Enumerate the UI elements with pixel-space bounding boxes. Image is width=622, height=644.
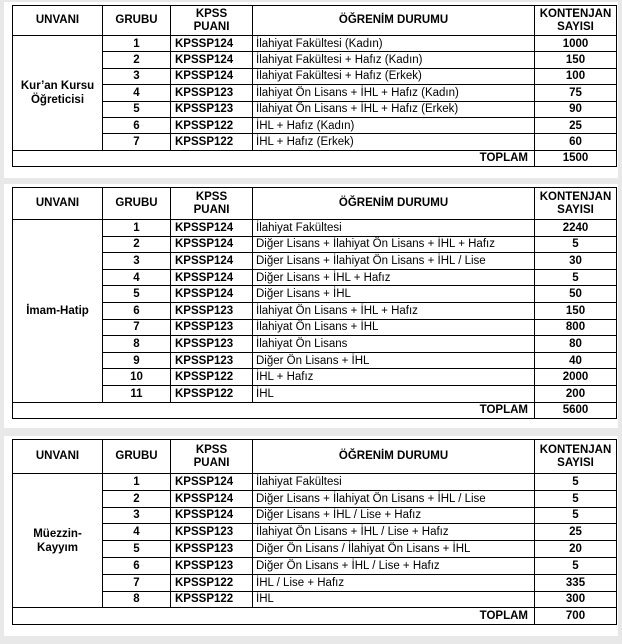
ogrenim-cell: İlahiyat Ön Lisans: [253, 336, 535, 353]
kpss-cell: KPSSP124: [171, 68, 253, 84]
header-kpss: [171, 188, 253, 220]
table-row: [13, 524, 617, 541]
ogrenim-cell: İHL + Hafız (Kadın): [253, 117, 535, 133]
kpss-cell: KPSSP124: [171, 36, 253, 52]
toplam-label: TOPLAM: [13, 150, 535, 166]
kpss-cell: KPSSP123: [171, 541, 253, 558]
header-kpss-line1: KPSS: [195, 7, 228, 20]
grup-cell: 10: [103, 369, 171, 386]
ogrenim-cell: Diğer Lisans + İHL: [253, 286, 535, 303]
ogrenim-cell: Diğer Lisans + İHL / Lise + Hafız: [253, 507, 535, 524]
table-row: [13, 557, 617, 574]
table-row: [13, 220, 617, 237]
grup-cell: 7: [103, 319, 171, 336]
kpss-cell: KPSSP123: [171, 101, 253, 117]
kpss-cell: KPSSP122: [171, 574, 253, 591]
ogrenim-cell: İlahiyat Fakültesi + Hafız (Kadın): [253, 52, 535, 68]
header-kontenjan-line1: KONTENJAN: [539, 7, 612, 20]
header-kontenjan: [535, 188, 617, 220]
table-row: [13, 302, 617, 319]
ogrenim-cell: Diğer Lisans + İHL + Hafız: [253, 269, 535, 286]
kpss-cell: KPSSP123: [171, 524, 253, 541]
kpss-cell: KPSSP122: [171, 134, 253, 150]
kpss-cell: KPSSP123: [171, 352, 253, 369]
ogrenim-cell: Diğer Ön Lisans + İHL: [253, 352, 535, 369]
header-row: [13, 188, 617, 220]
toplam-row: [13, 150, 617, 166]
muezzin-kayyim-table: [12, 439, 617, 625]
table-row: [13, 36, 617, 52]
header-kontenjan: [535, 6, 617, 36]
header-unvan: UNVANI: [13, 188, 103, 220]
grup-cell: 1: [103, 36, 171, 52]
kontenjan-cell: 75: [535, 85, 617, 101]
grup-cell: 7: [103, 574, 171, 591]
grup-cell: 3: [103, 68, 171, 84]
unvan-line2: Öğreticisi: [30, 93, 85, 106]
kuran-kursu-panel: [4, 2, 618, 178]
table-row: [13, 52, 617, 68]
ogrenim-cell: İlahiyat Ön Lisans + İHL + Hafız: [253, 302, 535, 319]
ogrenim-cell: Diğer Lisans + İlahiyat Ön Lisans + İHL / Lise: [253, 490, 535, 507]
grup-cell: 4: [103, 85, 171, 101]
kontenjan-cell: 2240: [535, 220, 617, 237]
kontenjan-cell: 30: [535, 253, 617, 270]
ogrenim-cell: İHL + Hafız (Erkek): [253, 134, 535, 150]
kontenjan-cell: 20: [535, 541, 617, 558]
ogrenim-cell: İHL + Hafız: [253, 369, 535, 386]
header-kontenjan-line2: SAYISI: [557, 456, 594, 469]
grup-cell: 8: [103, 591, 171, 608]
grup-cell: 11: [103, 385, 171, 402]
table-row: [13, 286, 617, 303]
grup-cell: 2: [103, 490, 171, 507]
unvan-cell: [13, 36, 103, 151]
header-ogrenim: ÖĞRENİM DURUMU: [253, 6, 535, 36]
header-kpss-line1: KPSS: [195, 443, 228, 456]
header-grubu: GRUBU: [103, 440, 171, 474]
imam-hatip-panel: [4, 184, 618, 428]
kpss-cell: KPSSP124: [171, 236, 253, 253]
table-row: [13, 541, 617, 558]
table-row: [13, 134, 617, 150]
kpss-cell: KPSSP123: [171, 319, 253, 336]
ogrenim-cell: Diğer Lisans + İlahiyat Ön Lisans + İHL / Lise: [253, 253, 535, 270]
table-row: [13, 352, 617, 369]
kpss-cell: KPSSP123: [171, 336, 253, 353]
ogrenim-cell: İlahiyat Fakültesi (Kadın): [253, 36, 535, 52]
grup-cell: 4: [103, 269, 171, 286]
grup-cell: 9: [103, 352, 171, 369]
ogrenim-cell: İHL / Lise + Hafız: [253, 574, 535, 591]
unvan-cell: [13, 474, 103, 608]
muezzin-kayyim-panel: [4, 436, 618, 636]
kontenjan-cell: 40: [535, 352, 617, 369]
kontenjan-cell: 25: [535, 524, 617, 541]
header-kpss-line1: KPSS: [195, 190, 228, 203]
kontenjan-cell: 300: [535, 591, 617, 608]
header-kontenjan-line2: SAYISI: [557, 203, 594, 216]
ogrenim-cell: Diğer Ön Lisans / İlahiyat Ön Lisans + İHL: [253, 541, 535, 558]
kpss-cell: KPSSP123: [171, 557, 253, 574]
kontenjan-cell: 100: [535, 68, 617, 84]
table-row: [13, 253, 617, 270]
kontenjan-cell: 25: [535, 117, 617, 133]
kpss-cell: KPSSP122: [171, 385, 253, 402]
kontenjan-cell: 5: [535, 269, 617, 286]
grup-cell: 2: [103, 236, 171, 253]
kontenjan-cell: 200: [535, 385, 617, 402]
table-row: [13, 474, 617, 491]
header-kpss-line2: PUANI: [193, 20, 230, 33]
kpss-cell: KPSSP122: [171, 369, 253, 386]
unvan-line1: Müezzin-: [33, 527, 82, 540]
ogrenim-cell: İHL: [253, 591, 535, 608]
kontenjan-cell: 5: [535, 474, 617, 491]
header-kpss-line2: PUANI: [193, 203, 230, 216]
kontenjan-cell: 5: [535, 557, 617, 574]
ogrenim-cell: İlahiyat Ön Lisans + İHL: [253, 319, 535, 336]
kontenjan-cell: 60: [535, 134, 617, 150]
header-row: [13, 6, 617, 36]
kpss-cell: KPSSP124: [171, 490, 253, 507]
grup-cell: 2: [103, 52, 171, 68]
toplam-label: TOPLAM: [13, 608, 535, 625]
kontenjan-cell: 90: [535, 101, 617, 117]
header-ogrenim: ÖĞRENİM DURUMU: [253, 188, 535, 220]
unvan-line1: Kur’an Kursu: [20, 79, 95, 92]
kontenjan-cell: 1000: [535, 36, 617, 52]
header-kontenjan-line2: SAYISI: [557, 20, 594, 33]
kpss-cell: KPSSP122: [171, 591, 253, 608]
toplam-value: 5600: [535, 402, 617, 419]
ogrenim-cell: İlahiyat Ön Lisans + İHL + Hafız (Erkek): [253, 101, 535, 117]
table-row: [13, 117, 617, 133]
table-row: [13, 385, 617, 402]
grup-cell: 3: [103, 507, 171, 524]
grup-cell: 6: [103, 117, 171, 133]
toplam-row: [13, 402, 617, 419]
toplam-value: 1500: [535, 150, 617, 166]
kpss-cell: KPSSP124: [171, 474, 253, 491]
kpss-cell: KPSSP124: [171, 269, 253, 286]
grup-cell: 7: [103, 134, 171, 150]
ogrenim-cell: İHL: [253, 385, 535, 402]
toplam-label: TOPLAM: [13, 402, 535, 419]
ogrenim-cell: İlahiyat Ön Lisans + İHL + Hafız (Kadın): [253, 85, 535, 101]
header-kpss: [171, 440, 253, 474]
kontenjan-cell: 150: [535, 52, 617, 68]
grup-cell: 3: [103, 253, 171, 270]
ogrenim-cell: İlahiyat Fakültesi: [253, 474, 535, 491]
toplam-row: [13, 608, 617, 625]
table-row: [13, 591, 617, 608]
grup-cell: 1: [103, 220, 171, 237]
header-unvan: UNVANI: [13, 6, 103, 36]
header-unvan: UNVANI: [13, 440, 103, 474]
header-kontenjan-line1: KONTENJAN: [539, 190, 612, 203]
ogrenim-cell: Diğer Ön Lisans + İHL / Lise + Hafız: [253, 557, 535, 574]
table-row: [13, 68, 617, 84]
grup-cell: 4: [103, 524, 171, 541]
header-row: [13, 440, 617, 474]
kontenjan-cell: 80: [535, 336, 617, 353]
unvan-cell: [13, 220, 103, 403]
grup-cell: 1: [103, 474, 171, 491]
kpss-cell: KPSSP124: [171, 507, 253, 524]
kontenjan-cell: 5: [535, 236, 617, 253]
toplam-value: 700: [535, 608, 617, 625]
table-row: [13, 369, 617, 386]
ogrenim-cell: İlahiyat Fakültesi + Hafız (Erkek): [253, 68, 535, 84]
kpss-cell: KPSSP123: [171, 85, 253, 101]
kontenjan-cell: 2000: [535, 369, 617, 386]
kpss-cell: KPSSP123: [171, 302, 253, 319]
kpss-cell: KPSSP124: [171, 253, 253, 270]
table-row: [13, 574, 617, 591]
grup-cell: 5: [103, 286, 171, 303]
kpss-cell: KPSSP124: [171, 220, 253, 237]
kontenjan-cell: 5: [535, 507, 617, 524]
grup-cell: 5: [103, 101, 171, 117]
table-row: [13, 101, 617, 117]
kuran-kursu-table: [12, 5, 617, 167]
kontenjan-cell: 50: [535, 286, 617, 303]
table-row: [13, 336, 617, 353]
imam-hatip-table: [12, 187, 617, 419]
ogrenim-cell: İlahiyat Fakültesi: [253, 220, 535, 237]
unvan-line1: İmam-Hatip: [26, 304, 89, 317]
header-kpss: [171, 6, 253, 36]
header-grubu: GRUBU: [103, 6, 171, 36]
table-row: [13, 85, 617, 101]
kontenjan-cell: 335: [535, 574, 617, 591]
kontenjan-cell: 150: [535, 302, 617, 319]
header-grubu: GRUBU: [103, 188, 171, 220]
kontenjan-cell: 800: [535, 319, 617, 336]
kpss-cell: KPSSP124: [171, 52, 253, 68]
table-row: [13, 319, 617, 336]
header-ogrenim: ÖĞRENİM DURUMU: [253, 440, 535, 474]
kontenjan-cell: 5: [535, 490, 617, 507]
table-row: [13, 507, 617, 524]
ogrenim-cell: Diğer Lisans + İlahiyat Ön Lisans + İHL + Hafız: [253, 236, 535, 253]
header-kontenjan: [535, 440, 617, 474]
table-row: [13, 490, 617, 507]
grup-cell: 6: [103, 557, 171, 574]
grup-cell: 5: [103, 541, 171, 558]
ogrenim-cell: İlahiyat Ön Lisans + İHL / Lise + Hafız: [253, 524, 535, 541]
kpss-cell: KPSSP122: [171, 117, 253, 133]
unvan-line2: Kayyım: [37, 541, 78, 554]
grup-cell: 8: [103, 336, 171, 353]
grup-cell: 6: [103, 302, 171, 319]
table-row: [13, 236, 617, 253]
header-kpss-line2: PUANI: [193, 456, 230, 469]
header-kontenjan-line1: KONTENJAN: [539, 443, 612, 456]
kpss-cell: KPSSP124: [171, 286, 253, 303]
table-row: [13, 269, 617, 286]
